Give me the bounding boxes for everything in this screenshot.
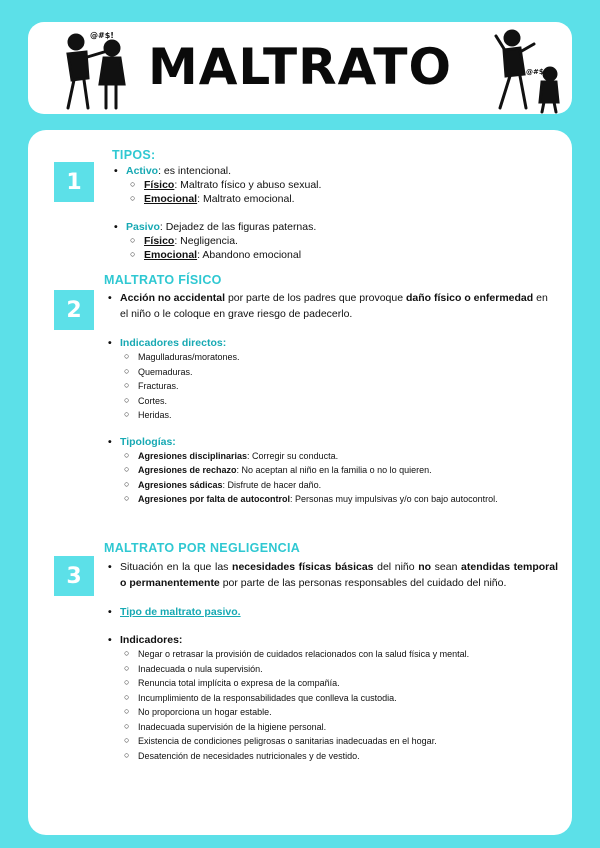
header-banner <box>28 22 572 114</box>
section-2-title: MALTRATO FÍSICO <box>104 273 222 287</box>
list-item: • Situación en la que las necesidades físicas básicas del niño no sean atendidas temporal o permanentemente por parte de las personas responsables del cuidado del niño. <box>108 559 558 591</box>
list-item: ○ Agresiones por falta de autocontrol: Personas muy impulsivas y/o con bajo autocontrol. <box>108 492 553 507</box>
svg-text:@#$!: @#$! <box>90 31 114 40</box>
list-item: ○ Incumplimiento de la responsabilidades que conlleva la custodia. <box>108 691 558 706</box>
list-item: • Tipologías: <box>108 435 553 449</box>
page-title: MALTRATO <box>147 38 453 96</box>
section-3-number: 3 <box>54 556 94 596</box>
section-3-title: MALTRATO POR NEGLIGENCIA <box>104 541 301 555</box>
list-item: • Acción no accidental por parte de los padres que provoque daño físico o enfermedad en el niño o le coloque en grave riesgo de padecerlo. <box>108 290 553 322</box>
list-item: ○ Agresiones disciplinarias: Corregir su conducta. <box>108 449 553 464</box>
list-item: ○ No proporciona un hogar estable. <box>108 705 558 720</box>
hitting-people-icon <box>490 24 570 116</box>
list-item: ○ Inadecuada supervisión de la higiene personal. <box>108 720 558 735</box>
list-item: • Indicadores directos: <box>108 336 553 350</box>
list-item: ○ Cortes. <box>108 394 553 409</box>
section-2-body <box>108 290 553 507</box>
list-item: ○ Físico: Maltrato físico y abuso sexual. <box>114 178 534 192</box>
list-item: • Indicadores: <box>108 633 558 647</box>
list-item: ○ Emocional: Abandono emocional <box>114 248 534 262</box>
list-item: • Activo: es intencional. <box>114 164 534 178</box>
list-item: ○ Renuncia total implícita o expresa de la compañía. <box>108 676 558 691</box>
section-3-body <box>108 559 558 763</box>
list-item: ○ Inadecuada o nula supervisión. <box>108 662 558 677</box>
passive-type-link[interactable]: Tipo de maltrato pasivo. <box>120 606 241 618</box>
section-2-number: 2 <box>54 290 94 330</box>
list-item: • Pasivo: Dejadez de las figuras paternas. <box>114 220 534 234</box>
content-card <box>28 130 572 835</box>
list-item: ○ Magulladuras/moratones. <box>108 350 553 365</box>
list-item <box>108 605 558 619</box>
list-item: ○ Heridas. <box>108 408 553 423</box>
list-item: ○ Agresiones de rechazo: No aceptan al niño en la familia o no lo quieren. <box>108 463 553 478</box>
list-item: ○ Físico: Negligencia. <box>114 234 534 248</box>
svg-text:@#$!: @#$! <box>526 68 547 76</box>
list-item: ○ Negar o retrasar la provisión de cuidados relacionados con la salud física y mental. <box>108 647 558 662</box>
list-item: ○ Existencia de condiciones peligrosas o sanitarias inadecuadas en el hogar. <box>108 734 558 749</box>
list-item: ○ Emocional: Maltrato emocional. <box>114 192 534 206</box>
section-1-number: 1 <box>54 162 94 202</box>
list-item: ○ Agresiones sádicas: Disfrute de hacer daño. <box>108 478 553 493</box>
section-1-title: TIPOS: <box>112 148 156 162</box>
list-item: ○ Quemaduras. <box>108 365 553 380</box>
list-item: ○ Fracturas. <box>108 379 553 394</box>
list-item: ○ Desatención de necesidades nutricionales y de vestido. <box>108 749 558 764</box>
section-1-list <box>114 164 534 262</box>
